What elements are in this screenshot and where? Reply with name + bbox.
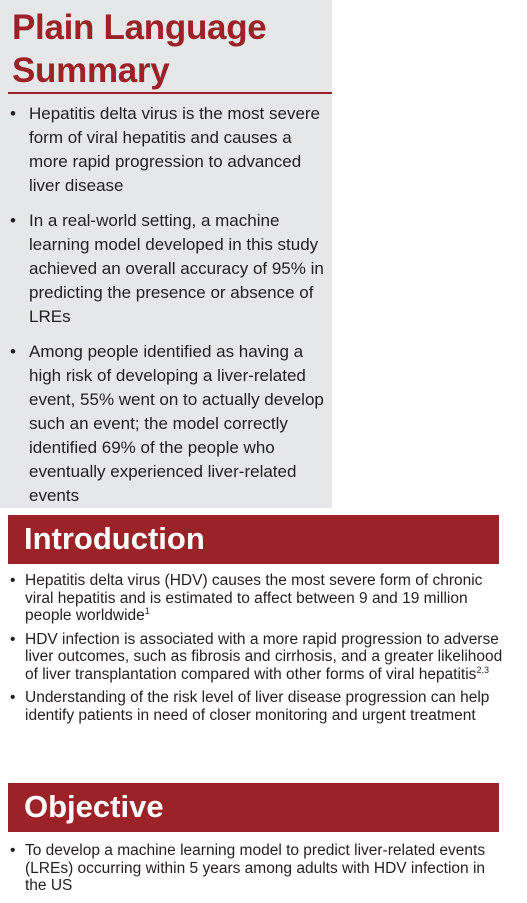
plain-language-summary-item xyxy=(0,340,332,508)
bullet-icon: • xyxy=(10,842,16,859)
introduction-list xyxy=(0,572,505,730)
objective-list xyxy=(0,842,505,901)
plain-language-summary-box xyxy=(0,0,332,508)
plain-language-summary-divider xyxy=(8,92,332,94)
bullet-icon: • xyxy=(10,104,16,123)
citation-superscript: 1 xyxy=(144,605,150,616)
plain-language-summary-title-line-2: Summary xyxy=(12,51,170,90)
plain-language-summary-item-text: Among people identified as having a high risk of developing a liver-related event, 55% went on to actually develop such an event; the model correctly identified 69% of the people who eventually experienced liver-related events xyxy=(29,342,324,505)
introduction-header xyxy=(8,515,499,564)
introduction-title: Introduction xyxy=(24,521,205,556)
objective-item-text: To develop a machine learning model to predict liver-related events (LREs) occurring within 5 years among adults with HDV infection in the US xyxy=(25,842,486,894)
introduction-item xyxy=(0,572,505,625)
objective-header xyxy=(8,783,499,832)
objective-item xyxy=(0,842,505,895)
introduction-item xyxy=(0,689,505,724)
plain-language-summary-item-text: Hepatitis delta virus is the most severe form of viral hepatitis and causes a more rapid progression to advanced liver disease xyxy=(29,104,321,195)
introduction-item-text: HDV infection is associated with a more rapid progression to adverse liver outcomes, such as fibrosis and cirrhosis, and a greater likelihood of liver transplantation compared with other forms of viral hepatitis xyxy=(25,630,503,683)
bullet-icon: • xyxy=(10,572,16,589)
plain-language-summary-item-text: In a real-world setting, a machine learning model developed in this study achieved an overall accuracy of 95% in predicting the presence or absence of LREs xyxy=(29,211,324,326)
bullet-icon: • xyxy=(10,689,16,706)
plain-language-summary-list xyxy=(0,102,332,519)
citation-superscript: 2,3 xyxy=(476,664,489,675)
bullet-icon: • xyxy=(10,342,16,361)
plain-language-summary-item xyxy=(0,209,332,329)
plain-language-summary-title-line-1: Plain Language xyxy=(12,8,267,47)
plain-language-summary-title xyxy=(12,6,330,92)
introduction-item-text: Hepatitis delta virus (HDV) causes the most severe form of chronic viral hepatitis and is estimated to affect between 9 and 19 million people worldwide xyxy=(25,572,483,624)
objective-title: Objective xyxy=(24,789,164,824)
introduction-item xyxy=(0,631,505,684)
bullet-icon: • xyxy=(10,211,16,230)
introduction-item-text: Understanding of the risk level of liver disease progression can help identify patients in need of closer monitoring and urgent treatment xyxy=(25,689,490,724)
bullet-icon: • xyxy=(10,630,16,648)
plain-language-summary-item xyxy=(0,102,332,198)
